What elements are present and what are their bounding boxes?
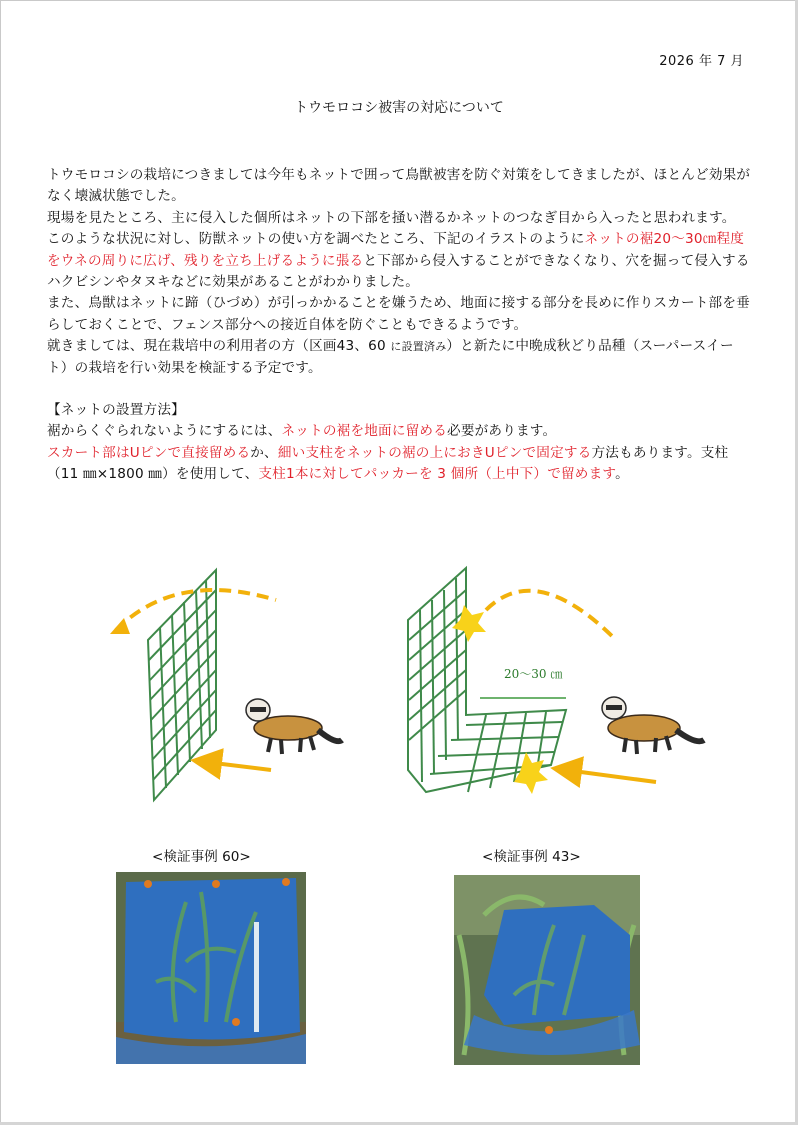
photo-case-60 [116,872,306,1064]
paragraph-5 [47,336,752,379]
document-title: トウモロコシ被害の対応について [294,100,504,116]
highlight-net-skirt: ネットの裾20～30㎝程度をウネの周りに広げ、残りを立ち上げるように張る [47,231,745,269]
paragraph-3-text-end: と下部から侵入することができなくなり、穴を掘って侵入するハクビシンやタヌキなどに効果があることがわかりました。 [47,252,750,291]
paragraph-3 [47,229,752,293]
setup-text-method: 方法もあります。支柱（11 ㎜×1800 ㎜）を使用して、 [47,444,729,483]
net-illustration [96,560,736,810]
paragraph-5-text: 就きましては、現在栽培中の利用者の方（区画43、60 [47,338,386,355]
civet-icon [602,697,704,754]
section-heading: 【ネットの設置方法】 [47,402,185,419]
paragraph-5-text-end: ）と新たに中晩成秋どり品種（スーパースイート）の栽培を行い効果を検証する予定です。 [47,338,734,376]
civet-icon [246,699,342,754]
setup-line-1 [47,421,752,442]
highlight-thin-post: 細い支柱をネットの裾の上におきUピンで固定する [277,444,592,461]
caption-case-60: <検証事例 60> [152,849,251,865]
document-date: 2026 年 7 月 [659,54,744,69]
setup-line-1-text: 裾からくぐられないようにするには、 [47,423,282,440]
net-vertical-left [148,570,216,800]
highlight-packer: 支柱1本に対してパッカーを 3 個所（上中下）で留めます [258,466,616,483]
photo-case-43 [454,875,640,1065]
span-label: 20～30 ㎝ [504,667,563,681]
caption-case-43: <検証事例 43> [482,849,581,865]
approach-arrow-right [566,770,656,782]
highlight-u-pin: スカート部はUピンで直接留める [47,444,251,461]
setup-text-or: か、 [250,444,278,461]
paragraph-3-text: このような状況に対し、防獣ネットの使い方を調べたところ、下記のイラストのように [47,231,585,248]
approach-arrow-left [206,762,271,770]
climb-arrow-right [486,591,616,640]
paragraph-4: また、鳥獣はネットに蹄（ひづめ）が引っかかることを嫌うため、地面に接する部分を長めに作りスカート部を垂らしておくことで、フェンス部分への接近自体を防ぐこともできるようです。 [47,295,750,333]
installed-note: に設置済み [390,340,447,354]
setup-line-1-end: 必要があります。 [447,423,557,440]
paragraph-1: トウモロコシの栽培につきましては今年もネットで囲って鳥獣被害を防ぐ対策をしてきましたが、ほとんど効果がなく壊滅状態でした。 [47,167,751,205]
paragraph-2: 現場を見たところ、主に侵入した個所はネットの下部を掻い潜るかネットのつなぎ目から入ったと思われます。 [47,209,736,226]
document-body [47,165,752,486]
setup-line-2 [47,443,752,486]
arrowhead-left [110,618,130,634]
setup-text-end: 。 [615,466,629,483]
spacer [47,379,752,400]
highlight-fix-to-ground: ネットの裾を地面に留める [281,423,448,440]
